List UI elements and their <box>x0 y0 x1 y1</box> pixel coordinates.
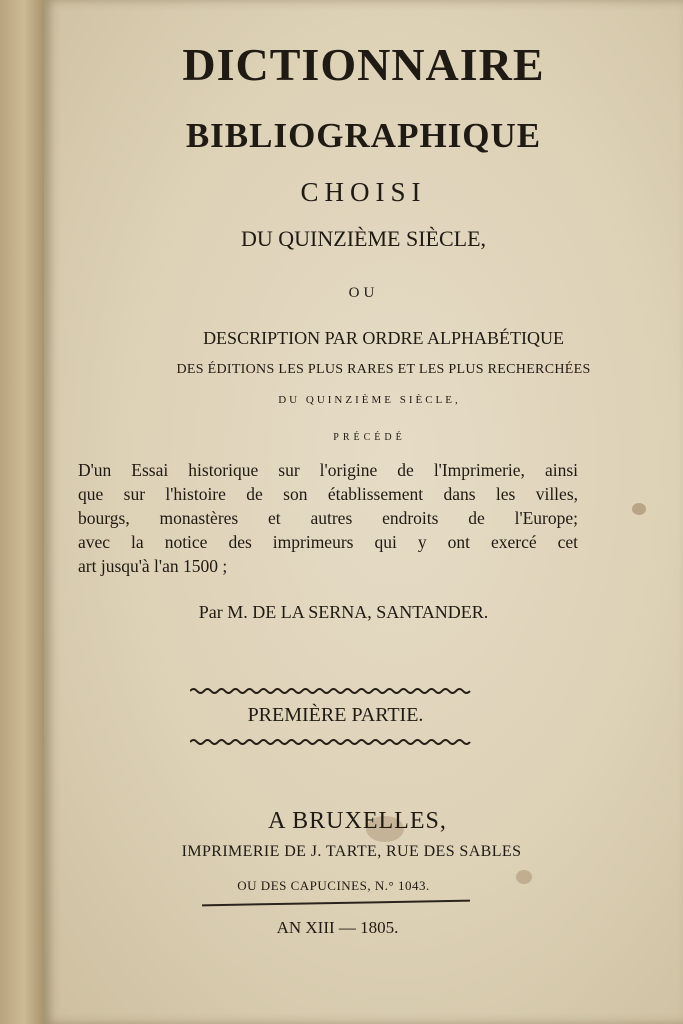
wavy-rule-bottom <box>190 737 472 747</box>
title-line-1: DICTIONNAIRE <box>182 39 545 90</box>
description-line-2: DES ÉDITIONS LES PLUS RARES ET LES PLUS RECHERCHÉES <box>176 362 591 377</box>
title-page <box>44 0 683 1024</box>
essay-line: D'un Essai historique sur l'origine de l'Imprimerie, ainsi <box>78 460 578 480</box>
description-line-3: DU QUINZIÈME SIÈCLE, <box>278 394 461 406</box>
title-line-3: CHOISI <box>300 177 427 207</box>
foxing-stain <box>632 503 646 515</box>
part-label: PREMIÈRE PARTIE. <box>247 704 424 726</box>
precede-label: PRÉCÉDÉ <box>333 432 406 443</box>
essay-line: art jusqu'à l'an 1500 ; <box>78 556 228 576</box>
imprint-city: A BRUXELLES, <box>268 808 447 834</box>
essay-paragraph <box>78 458 578 578</box>
imprint-printer: IMPRIMERIE DE J. TARTE, RUE DES SABLES <box>181 843 522 860</box>
imprint-date: AN XIII — 1805. <box>276 918 399 937</box>
imprint-address: OU DES CAPUCINES, N.° 1043. <box>237 878 430 893</box>
book-spine-edge <box>0 0 44 1024</box>
author-line: Par M. DE LA SERNA, SANTANDER. <box>198 602 489 622</box>
wavy-rule-top <box>190 686 472 696</box>
conjunction-ou: OU <box>348 285 379 301</box>
essay-line: bourgs, monastères et autres endroits de l'Europe; <box>78 508 578 528</box>
description-line-1: DESCRIPTION PAR ORDRE ALPHABÉTIQUE <box>203 328 564 348</box>
imprint-rule <box>202 900 470 907</box>
essay-line: que sur l'histoire de son établissement dans les villes, <box>78 484 578 504</box>
essay-line: avec la notice des imprimeurs qui y ont exercé cet <box>78 532 578 552</box>
title-line-2: BIBLIOGRAPHIQUE <box>185 116 542 155</box>
title-line-4: DU QUINZIÈME SIÈCLE, <box>240 226 487 251</box>
